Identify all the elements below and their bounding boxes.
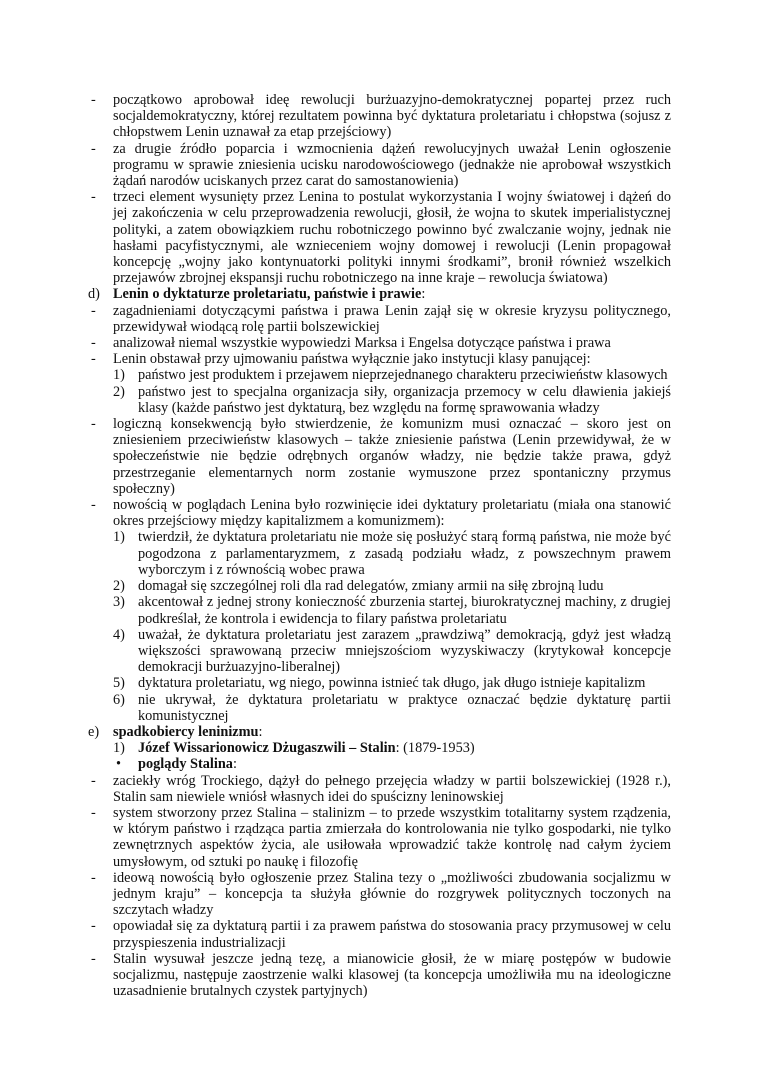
list-marker: - [91, 416, 96, 433]
bold-text: poglądy Stalina [138, 756, 233, 773]
dash-list-item [88, 141, 671, 190]
item-text: logiczną konsekwencją było stwierdzenie, że komunizm musi oznaczać – skoro jest on zniesieniem przeciwieństw klasowych – także zniesienie państwa (Lenin przewidywał, że w społeczeństwie nie będzie odrębnych organów władzy, nie będzie także prawa, gdyż przestrzeganie elementarnych norm zostanie wymuszone przez spontaniczny przymus społeczny) [113, 416, 671, 497]
item-text: Stalin wysuwał jeszcze jedną tezę, a mianowicie głosił, że w miarę postępów w budowie socjalizmu, następuje zaostrzenie walki klasowej (ta koncepcja umożliwiła mu na ideologiczne uzasadnienie brutalnych czystek partyjnych) [113, 950, 671, 1000]
dash-list-item [88, 918, 671, 950]
dash-list-item [88, 189, 671, 286]
list-marker: 2) [113, 383, 125, 400]
item-text: akcentował z jednej strony konieczność zburzenia startej, biurokratycznej machiny, z drugiej podkreślał, że kontrola i ewidencja to filary państwa proletariatu [138, 594, 671, 627]
list-marker: e) [88, 723, 100, 740]
list-marker: - [91, 869, 96, 886]
numbered-list-item [88, 692, 671, 724]
item-text: trzeci element wysunięty przez Lenina to postulat wykorzystania I wojny światowej i dążeń do jej zakończenia w celu przeprowadzenia rewolucji, głosił, że wojna to skutek imperialistycznej polityki, a zatem obowiązkiem ruchu robotniczego powinno być zwalczanie wojny, jednak nie hasłami pacyfistycznymi, ale wznieceniem wojny domowej i rewolucji (Lenin propagował koncepcję „wojny jako kontynuatorki polityki innymi środkami”, bronił również wszelkich przejawów zbrojnej ekspansji ruchu robotniczego na inne kraje – rewolucja światowa) [113, 189, 671, 287]
dash-list-item [88, 497, 671, 529]
list-marker: - [91, 772, 96, 789]
list-marker: 6) [113, 691, 125, 708]
bold-text: Józef Wissarionowicz Dżugaszwili – Stalin [138, 740, 396, 757]
item-text: : [258, 723, 263, 740]
bold-text: Lenin o dyktaturze proletariatu, państwie i prawie [113, 286, 422, 303]
list-marker: - [91, 497, 96, 514]
item-text: analizował niemal wszystkie wypowiedzi Marksa i Engelsa dotyczące państwa i prawa [113, 335, 611, 352]
dash-list-item [88, 773, 671, 805]
numbered-list-item [88, 675, 671, 691]
numbered-list-item [88, 740, 671, 756]
item-text: ideową nowością było ogłoszenie przez Stalina tezy o „możliwości zbudowania socjalizmu w jednym kraju” – koncepcja ta służyła głównie do rozgrywek politycznych toczonych na szczytach władzy [113, 869, 671, 919]
dash-list-item [88, 951, 671, 1000]
dash-list-item [88, 303, 671, 335]
item-text: : (1879-1953) [395, 740, 475, 757]
bold-text: spadkobiercy leninizmu [113, 723, 259, 740]
item-text: uważał, że dyktatura proletariatu jest zarazem „prawdziwą” demokracją, gdyż jest władzą większości sprawowaną przeciw mniejszościom wyzyskiwaczy (krytykował koncepcje demokracji burżuazyjno-liberalnej) [138, 626, 671, 676]
list-marker: - [91, 189, 96, 206]
list-marker: • [116, 756, 122, 773]
item-text: dyktatura proletariatu, wg niego, powinna istnieć tak długo, jak długo istnieje kapitalizm [138, 675, 646, 692]
list-marker: 4) [113, 626, 125, 643]
numbered-list-item [88, 627, 671, 676]
item-text: twierdził, że dyktatura proletariatu nie może się posłużyć starą formą państwa, nie może być pogodzona z parlamentaryzmem, z zasadą podziału władz, z powszechnym prawem wyborczym i z równością wobec prawa [138, 529, 671, 578]
list-marker: - [91, 335, 96, 352]
dash-list-item [88, 92, 671, 141]
item-text: zagadnieniami dotyczącymi państwa i prawa Lenin zajął się w okresie kryzysu politycznego, przewidywał wiodącą rolę partii bolszewickiej [113, 302, 671, 335]
document-page [88, 92, 671, 999]
list-marker: - [91, 918, 96, 935]
list-marker: - [91, 804, 96, 821]
item-text: nie ukrywał, że dyktatura proletariatu w praktyce oznaczać będzie dyktaturę partii komunistycznej [138, 691, 671, 724]
list-marker: 1) [113, 529, 125, 546]
bullet-list-item [88, 756, 671, 772]
item-text: : [421, 286, 426, 303]
numbered-list-item [88, 384, 671, 416]
section-heading [88, 724, 671, 740]
numbered-list-item [88, 594, 671, 626]
list-marker: 2) [113, 578, 125, 595]
item-text: opowiadał się za dyktaturą partii i za prawem państwa do stosowania pracy przymusowej w celu przyspieszenia industrializacji [113, 918, 671, 951]
item-text: nowością w poglądach Lenina było rozwinięcie idei dyktatury proletariatu (miała ona stanowić okres przejściowy między kapitalizmem a komunizmem): [113, 497, 671, 530]
dash-list-item [88, 351, 671, 367]
item-text: system stworzony przez Stalina – stalinizm – to przede wszystkim totalitarny system rządzenia, w którym państwo i rządząca partia zmierzała do kontrolowania nie tylko gospodarki, nie tylko zewnętrznych aspektów życia, ale usiłowała wprowadzić także kontrolę nad całym życiem umysłowym, od sztuki po naukę i filozofię [113, 804, 671, 870]
item-text: : [232, 756, 237, 773]
list-marker: - [91, 351, 96, 368]
dash-list-item [88, 335, 671, 351]
dash-list-item [88, 870, 671, 919]
numbered-list-item [88, 529, 671, 578]
list-marker: 1) [113, 740, 125, 757]
dash-list-item [88, 805, 671, 870]
list-marker: - [91, 92, 96, 108]
list-marker: - [91, 140, 96, 157]
item-text: za drugie źródło poparcia i wzmocnienia dążeń rewolucyjnych uważał Lenin ogłoszenie programu w sprawie zniesienia ucisku narodowościowego (jednakże nie aprobował wszystkich żądań narodów uciskanych przez carat do samostanowienia) [113, 140, 671, 190]
item-text: Lenin obstawał przy ujmowaniu państwa wyłącznie jako instytucji klasy panującej: [113, 351, 591, 368]
item-text: początkowo aprobował ideę rewolucji burżuazyjno-demokratycznej popartej przez ruch socjaldemokratyczny, której rezultatem powinna być dyktatura proletariatu i chłopstwa (sojusz z chłopstwem Lenin uznawał za etap przejściowy) [113, 92, 671, 141]
numbered-list-item [88, 367, 671, 383]
list-marker: 3) [113, 594, 125, 611]
numbered-list-item [88, 578, 671, 594]
section-heading [88, 286, 671, 302]
list-marker: 5) [113, 675, 125, 692]
dash-list-item [88, 416, 671, 497]
list-marker: 1) [113, 367, 125, 384]
item-text: państwo jest produktem i przejawem nieprzejednanego charakteru przeciwieństw klasowych [138, 367, 668, 384]
list-marker: - [91, 302, 96, 319]
item-text: domagał się szczególnej roli dla rad delegatów, zmiany armii na siłę zbrojną ludu [138, 578, 604, 595]
list-marker: - [91, 950, 96, 967]
item-text: zaciekły wróg Trockiego, dążył do pełnego przejęcia władzy w partii bolszewickiej (1928 r.), Stalin sam niewiele wniósł własnych idei do spuścizny leninowskiej [113, 772, 671, 805]
list-marker: d) [88, 286, 100, 303]
item-text: państwo jest to specjalna organizacja siły, organizacja przemocy w celu dławienia jakiejś klasy (każde państwo jest dyktaturą, bez względu na formę sprawowania władzy [138, 383, 671, 416]
